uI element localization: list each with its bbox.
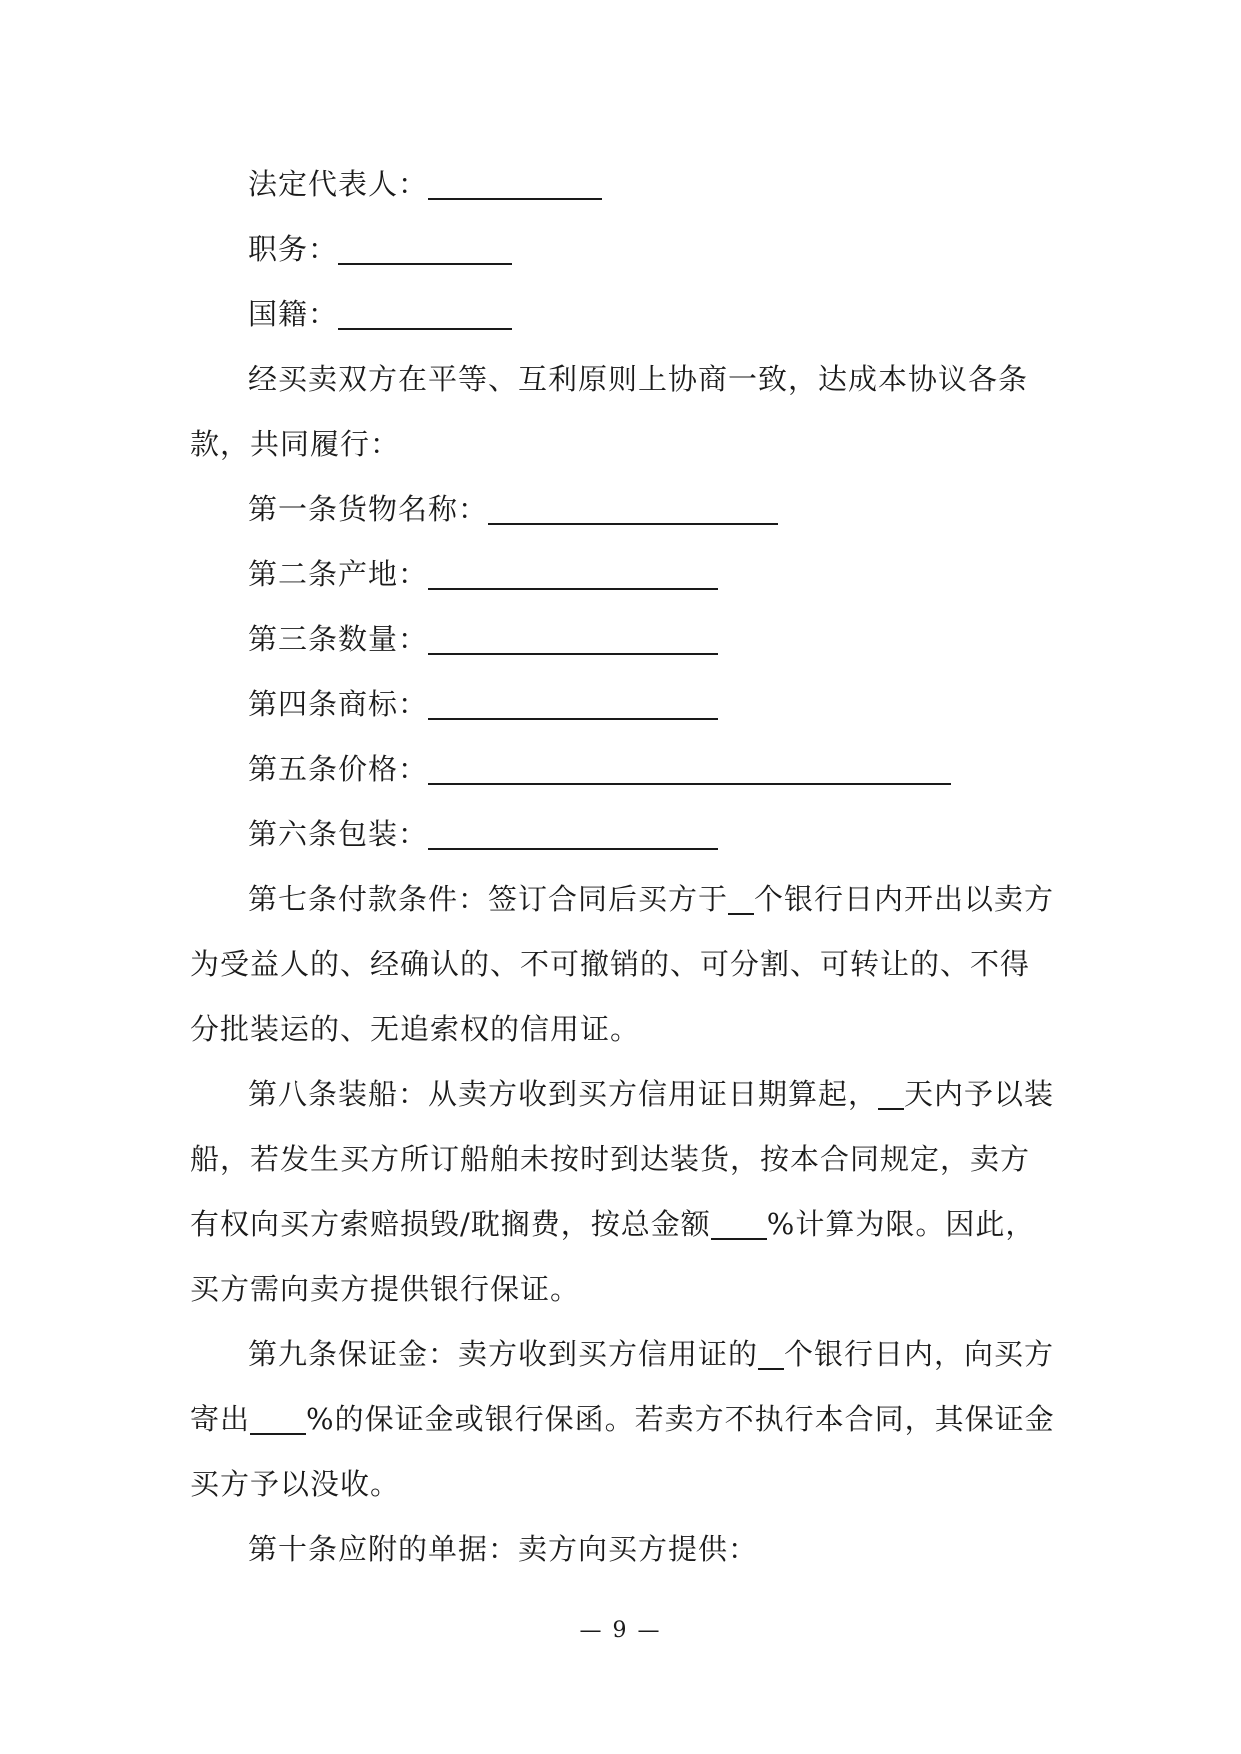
article-6-label: 第六条包装： — [248, 817, 429, 851]
nationality-label: 国籍： — [248, 297, 339, 331]
article-8-text-1: 第八条装船：从卖方收到买方信用证日期算起， — [248, 1077, 879, 1111]
article-1 — [190, 477, 1058, 542]
article-3 — [190, 607, 1058, 672]
article-9-text-1: 第九条保证金：卖方收到买方信用证的 — [248, 1337, 759, 1371]
article-7-text-2: 个银行日内开出以卖方为受益人的、经确认的、不可撤销的、可分割、可转让的、不得分批装运的、无追索权的信用证。 — [190, 882, 1055, 1046]
article-9-text-3: %的保证金或银行保函。若卖方不执行本合同，其保证金买方予以没收。 — [190, 1402, 1055, 1501]
article-4 — [190, 672, 1058, 737]
article-3-label: 第三条数量： — [248, 622, 429, 656]
position-field — [190, 217, 1058, 282]
article-5 — [190, 737, 1058, 802]
article-4-label: 第四条商标： — [248, 687, 429, 721]
article-5-blank — [428, 755, 951, 785]
legal-representative-field — [190, 152, 1058, 217]
article-8-text-3: %计算为限。因此，买方需向卖方提供银行保证。 — [190, 1207, 1036, 1306]
article-10: 第十条应附的单据：卖方向买方提供： — [248, 1532, 759, 1566]
nationality-blank — [338, 300, 512, 330]
nationality-field — [190, 282, 1058, 347]
article-9-days-blank — [758, 1340, 784, 1370]
article-8-percent-blank — [711, 1210, 767, 1240]
article-2 — [190, 542, 1058, 607]
article-8-days-blank — [878, 1080, 904, 1110]
article-8-text-2: 天内予以装船，若发生买方所订船舶未按时到达装货，按本合同规定，卖方有权向买方索赔损毁/耽搁费，按总金额 — [190, 1077, 1055, 1241]
article-1-label: 第一条货物名称： — [248, 492, 489, 526]
article-3-blank — [428, 625, 718, 655]
article-1-blank — [488, 495, 778, 525]
legal-representative-label: 法定代表人： — [248, 167, 429, 201]
article-7 — [190, 867, 1058, 1062]
legal-representative-blank — [428, 170, 602, 200]
article-9 — [190, 1322, 1058, 1517]
page-number: — 9 — — [579, 1618, 662, 1643]
article-2-blank — [428, 560, 718, 590]
article-7-text-1: 第七条付款条件：签订合同后买方于 — [248, 882, 729, 916]
article-9-percent-blank — [250, 1405, 306, 1435]
article-2-label: 第二条产地： — [248, 557, 429, 591]
article-6 — [190, 802, 1058, 867]
position-blank — [338, 235, 512, 265]
article-8 — [190, 1062, 1058, 1322]
article-9-text-2: 个银行日内，向买方寄出 — [190, 1337, 1055, 1436]
preamble-paragraph: 经买卖双方在平等、互利原则上协商一致，达成本协议各条款，共同履行： — [190, 362, 1029, 461]
article-7-days-blank — [728, 885, 754, 915]
position-label: 职务： — [248, 232, 339, 266]
article-5-label: 第五条价格： — [248, 752, 429, 786]
article-4-blank — [428, 690, 718, 720]
contract-body — [190, 152, 1058, 1582]
article-6-blank — [428, 820, 718, 850]
